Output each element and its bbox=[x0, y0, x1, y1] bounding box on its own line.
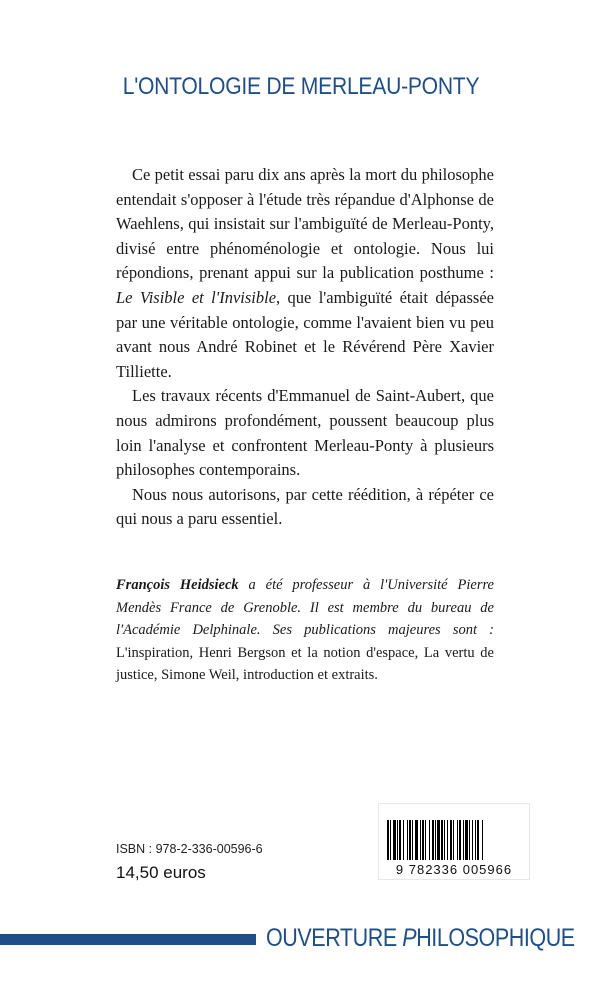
synopsis-p1-start: Ce petit essai paru dix ans après la mort du philosophe entendait s'opposer à l'étude très répandue d'Alphonse de Waehlens, qui insistait sur l'ambiguïté de Merleau-Ponty, divisé entre phénoménologie et ontologie. Nous lui répondions, prenant appui sur la publication posthume : bbox=[116, 165, 494, 283]
barcode-bar bbox=[432, 820, 434, 860]
barcode-bar bbox=[425, 820, 426, 860]
barcode-bar bbox=[444, 820, 445, 860]
back-cover-synopsis bbox=[116, 163, 494, 532]
barcode-bar bbox=[429, 820, 430, 860]
barcode-bar bbox=[482, 820, 483, 860]
barcode-bar bbox=[399, 820, 401, 860]
synopsis-paragraph-1 bbox=[116, 163, 494, 384]
barcode-bar bbox=[477, 820, 479, 860]
barcode-bar bbox=[397, 820, 398, 860]
barcode-bar bbox=[409, 820, 411, 860]
barcode-bar bbox=[453, 820, 454, 860]
barcode-bar bbox=[450, 820, 452, 860]
barcode-bar bbox=[469, 820, 470, 860]
barcode-bar bbox=[463, 820, 464, 860]
barcode-bars bbox=[383, 820, 525, 860]
series-rule-bar bbox=[0, 934, 256, 945]
barcode-bar bbox=[447, 820, 448, 860]
author-bio-intro: a été professeur à l'Université Pierre Mendès France de Grenoble. Il est membre du bureau de l'Académie Delphinale. Ses publications majeures sont : bbox=[116, 577, 494, 639]
barcode-bar bbox=[422, 820, 424, 860]
barcode-number: 9 782336 005966 bbox=[395, 862, 513, 877]
synopsis-paragraph-2: Les travaux récents d'Emmanuel de Saint-Aubert, que nous admirons profondément, poussent beaucoup plus loin l'analyse et confrontent Merleau-Ponty à plusieurs philosophes contemporains. bbox=[116, 386, 494, 480]
barcode-bar bbox=[393, 820, 396, 860]
barcode-bar bbox=[475, 820, 476, 860]
barcode-bar bbox=[441, 820, 443, 860]
barcode-bar bbox=[415, 820, 418, 860]
barcode-bar bbox=[459, 820, 461, 860]
barcode-bar bbox=[435, 820, 436, 860]
barcode-bar bbox=[407, 820, 408, 860]
author-works: L'inspiration, Henri Bergson et la notion d'espace, La vertu de justice, Simone Weil, introduction et extraits. bbox=[116, 644, 494, 684]
barcode-bar bbox=[465, 820, 468, 860]
author-bio-paragraph bbox=[116, 574, 494, 687]
barcode-bar bbox=[420, 820, 421, 860]
series-name bbox=[266, 924, 575, 953]
barcode-bar bbox=[390, 820, 391, 860]
price-label: 14,50 euros bbox=[116, 863, 206, 882]
barcode-bar bbox=[472, 820, 473, 860]
author-name: François Heidsieck bbox=[116, 577, 239, 593]
barcode-bar bbox=[403, 820, 404, 860]
series-name-part1: OUVERTURE bbox=[266, 924, 403, 952]
barcode-bar bbox=[412, 820, 413, 860]
synopsis-p1-end: , que l'ambiguïté était dépassée par une véritable ontologie, comme l'avaient bien vu peu avant nous André Robinet et le Révérend Père Xavier Tilliette. bbox=[116, 287, 494, 381]
author-bio bbox=[116, 574, 494, 687]
cited-book-title: Le Visible et l'Invisible bbox=[116, 287, 277, 307]
barcode bbox=[378, 803, 530, 880]
isbn-label: ISBN : 978-2-336-00596-6 bbox=[116, 842, 263, 856]
barcode-bar bbox=[437, 820, 440, 860]
book-title: L'ONTOLOGIE DE MERLEAU-PONTY bbox=[122, 73, 480, 100]
series-name-part2: HILOSOPHIQUE bbox=[416, 924, 575, 952]
barcode-bar bbox=[457, 820, 458, 860]
series-name-initial: P bbox=[402, 924, 417, 952]
barcode-bar bbox=[387, 820, 389, 860]
synopsis-paragraph-3: Nous nous autorisons, par cette réédition, à répéter ce qui nous a paru essentiel. bbox=[116, 484, 494, 529]
